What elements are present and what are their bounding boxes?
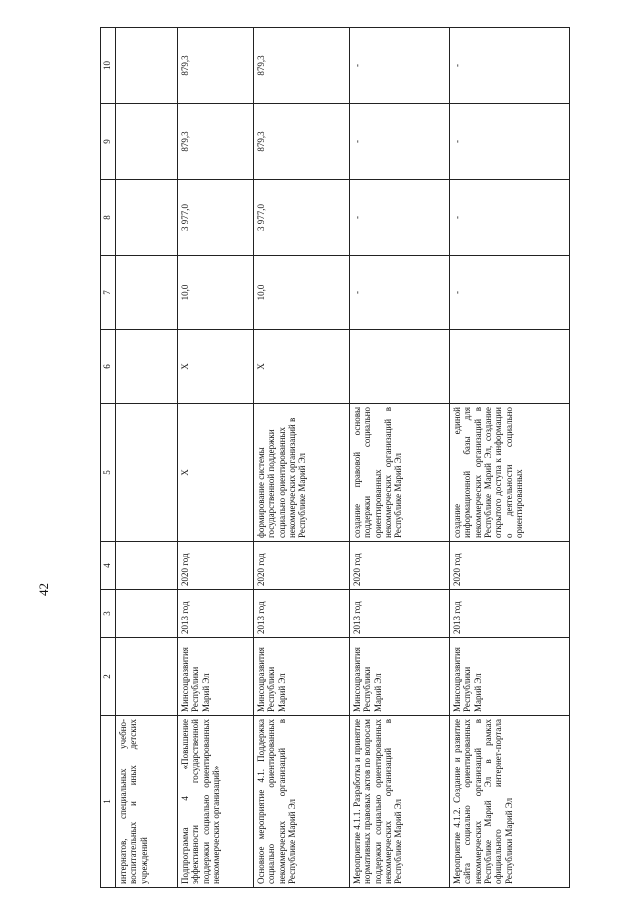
cell-end: 2020 год <box>350 542 450 590</box>
column-header: 2 <box>101 638 116 716</box>
table-row <box>350 28 450 888</box>
table-row <box>178 28 254 888</box>
column-header: 6 <box>101 330 116 404</box>
cell-executor: Минсоцразвития Республики Марий Эл <box>254 638 350 716</box>
column-header: 7 <box>101 256 116 330</box>
cell-col6 <box>350 330 450 404</box>
cell-start: 2013 год <box>254 590 350 638</box>
cell-col8: 3 977,0 <box>178 180 254 256</box>
cell-activity: Подпрограмма 4 «Повышение эффективности государственной поддержки социально ориентированных некоммерческих организаций» <box>178 716 254 888</box>
cell-col9: - <box>350 104 450 180</box>
cell-col7: 10,0 <box>178 256 254 330</box>
cell-start: 2013 год <box>350 590 450 638</box>
cell-result <box>116 404 178 542</box>
cell-col8 <box>116 180 178 256</box>
cell-start <box>116 590 178 638</box>
cell-executor: Минсоцразвития Республики Марий Эл <box>350 638 450 716</box>
cell-col6: X <box>254 330 350 404</box>
cell-col8: 3 977,0 <box>254 180 350 256</box>
rotated-page <box>100 28 620 888</box>
cell-end: 2020 год <box>254 542 350 590</box>
cell-activity: Мероприятие 4.1.1. Разработка и принятие нормативных правовых актов по вопросам поддержки социально ориентированных некоммерческих организаций в Республике Марий Эл <box>350 716 450 888</box>
cell-col6: X <box>178 330 254 404</box>
cell-col10 <box>116 28 178 104</box>
cell-start: 2013 год <box>178 590 254 638</box>
cell-result: X <box>178 404 254 542</box>
cell-col7: - <box>350 256 450 330</box>
cell-start: 2013 год <box>450 590 570 638</box>
cell-col7: - <box>450 256 570 330</box>
column-header: 3 <box>101 590 116 638</box>
cell-col10: - <box>350 28 450 104</box>
cell-col10: 879,3 <box>254 28 350 104</box>
page-number: 42 <box>36 583 51 596</box>
cell-activity: Мероприятие 4.1.2. Создание и развитие сайта социально ориентированных некоммерческих организаций в Республике Марий Эл в рамках официального интернет-портала Республики Марий Эл <box>450 716 570 888</box>
column-header: 10 <box>101 28 116 104</box>
cell-col8: - <box>450 180 570 256</box>
cell-col7 <box>116 256 178 330</box>
column-number-row <box>101 28 116 888</box>
cell-col6 <box>450 330 570 404</box>
cell-activity: интернатов, специальных учебно-воспитательных и иных детских учреждений <box>116 716 178 888</box>
column-header: 1 <box>101 716 116 888</box>
cell-result: формирование системы государственной поддержки социально ориентированных некоммерческих организаций в Республике Марий Эл <box>254 404 350 542</box>
cell-col9 <box>116 104 178 180</box>
cell-activity: Основное мероприятие 4.1. Поддержка социально ориентированных некоммерческих организаций в Республике Марий Эл <box>254 716 350 888</box>
cell-result: создание единой информационной базы для некоммерческих организаций в Республике Марий Эл, создание открытого доступа к информации о деятельности социально ориентированных <box>450 404 570 542</box>
cell-col9: 879,3 <box>178 104 254 180</box>
table-row <box>254 28 350 888</box>
cell-col9: - <box>450 104 570 180</box>
cell-col7: 10,0 <box>254 256 350 330</box>
column-header: 5 <box>101 404 116 542</box>
cell-col6 <box>116 330 178 404</box>
column-header: 8 <box>101 180 116 256</box>
cell-col10: 879,3 <box>178 28 254 104</box>
program-table <box>100 27 570 888</box>
cell-col10: - <box>450 28 570 104</box>
cell-col8: - <box>350 180 450 256</box>
cell-executor <box>116 638 178 716</box>
column-header: 9 <box>101 104 116 180</box>
cell-col9: 879,3 <box>254 104 350 180</box>
cell-executor: Минсоцразвития Республики Марий Эл <box>450 638 570 716</box>
column-header: 4 <box>101 542 116 590</box>
table-row <box>116 28 178 888</box>
cell-end: 2020 год <box>450 542 570 590</box>
cell-result: создание правовой основы поддержки социально ориентированных некоммерческих организаций в Республике Марий Эл <box>350 404 450 542</box>
cell-end <box>116 542 178 590</box>
cell-end: 2020 год <box>178 542 254 590</box>
cell-executor: Минсоцразвития Республики Марий Эл <box>178 638 254 716</box>
table-row <box>450 28 570 888</box>
